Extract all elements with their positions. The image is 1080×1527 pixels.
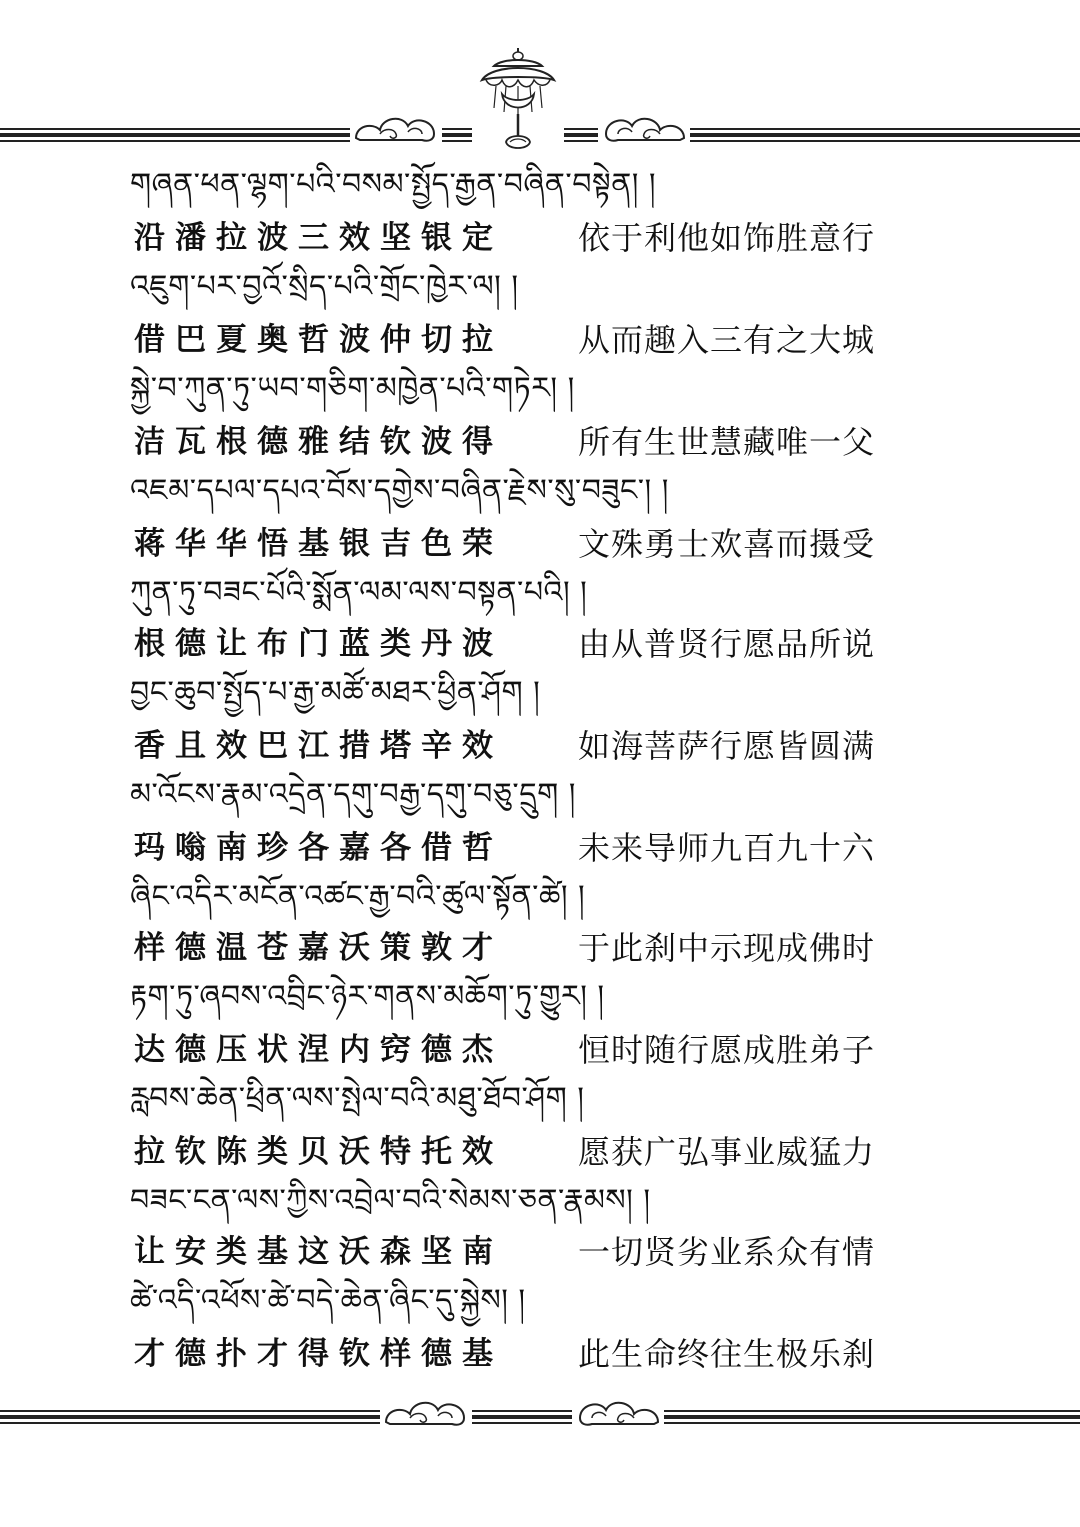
tibetan-line: ཀུན་ཏུ་བཟང་པོའི་སྨོན་ལམ་ལས་བསྟན་པའི། །	[130, 575, 588, 610]
translation-line: 文殊勇士欢喜而摄受	[578, 525, 876, 563]
phonetic-line: 才德扑才得钦样德基	[134, 1336, 503, 1372]
phonetic-line: 洁瓦根德雅结钦波得	[134, 424, 503, 460]
phonetic-line: 香且效巴江措塔辛效	[134, 728, 503, 764]
translation-line: 愿获广弘事业威猛力	[578, 1133, 876, 1171]
tibetan-line: རླབས་ཆེན་ཕྲིན་ལས་སྤེལ་བའི་མཐུ་ཐོབ་ཤོག །	[130, 1081, 585, 1116]
translation-line: 如海菩萨行愿皆圆满	[578, 727, 876, 765]
phonetic-line: 样德温苍嘉沃策敦才	[134, 930, 503, 966]
phonetic-line: 蒋华华悟基银吉色荣	[134, 526, 503, 562]
phonetic-line: 玛嗡南珍各嘉各借哲	[134, 830, 503, 866]
phonetic-line: 借巴夏奥哲波仲切拉	[134, 322, 503, 358]
translation-line: 于此刹中示现成佛时	[578, 929, 876, 967]
translation-line: 恒时随行愿成胜弟子	[578, 1031, 876, 1069]
tibetan-line: ཞིང་འདིར་མངོན་འཚང་རྒྱ་བའི་ཚུལ་སྟོན་ཚེ། །	[130, 879, 586, 914]
tibetan-line: འཇམ་དཔལ་དཔའ་བོས་དགྱེས་བཞིན་རྗེས་སུ་བཟུང་། །	[130, 473, 669, 508]
translation-line: 一切贤劣业系众有情	[578, 1233, 876, 1271]
translation-line: 所有生世慧藏唯一父	[578, 423, 876, 461]
phonetic-line: 让安类基这沃森坚南	[134, 1234, 503, 1270]
phonetic-line: 沿潘拉波三效坚银定	[134, 220, 503, 256]
tibetan-line: ཚེ་འདི་འཕོས་ཚེ་བདེ་ཆེན་ཞིང་དུ་སྐྱེས། །	[130, 1283, 526, 1318]
tibetan-line: རྟག་ཏུ་ཞབས་འབྲིང་ཉེར་གནས་མཆོག་ཏུ་གྱུར། །	[130, 979, 605, 1014]
phonetic-line: 拉钦陈类贝沃特托效	[134, 1134, 503, 1170]
translation-line: 从而趣入三有之大城	[578, 321, 876, 359]
translation-line: 依于利他如饰胜意行	[578, 219, 876, 257]
bottom-divider	[0, 1410, 1080, 1424]
phonetic-line: 根德让布门蓝类丹波	[134, 626, 503, 662]
translation-line: 由从普贤行愿品所说	[578, 625, 876, 663]
translation-line: 此生命终往生极乐刹	[578, 1335, 876, 1373]
tibetan-line: གཞན་ཕན་ལྷག་པའི་བསམ་སྤྱོད་རྒྱན་བཞིན་བསྟེན། །	[130, 167, 657, 202]
tibetan-line: བྱང་ཆུབ་སྤྱོད་པ་རྒྱ་མཚོ་མཐར་ཕྱིན་ཤོག །	[130, 675, 541, 710]
tibetan-line: མ་འོངས་རྣམ་འདྲེན་དགུ་བརྒྱ་དགུ་བཅུ་དྲུག །	[130, 777, 576, 812]
tibetan-line: འཇུག་པར་བྱའོ་སྲིད་པའི་གྲོང་ཁྱེར་ལ། །	[130, 269, 519, 304]
cloud-ornament-bottom-left-icon	[380, 1392, 472, 1432]
tibetan-line: བཟང་ངན་ལས་ཀྱིས་འབྲེལ་བའི་སེམས་ཅན་རྣམས། །	[130, 1183, 651, 1218]
cloud-ornament-bottom-right-icon	[572, 1392, 664, 1432]
translation-line: 未来导师九百九十六	[578, 829, 876, 867]
phonetic-line: 达德压状涅内窍德杰	[134, 1032, 503, 1068]
tibetan-line: སྐྱེ་བ་ཀུན་ཏུ་ཡབ་གཅིག་མཁྱེན་པའི་གཏེར། །	[130, 371, 575, 406]
